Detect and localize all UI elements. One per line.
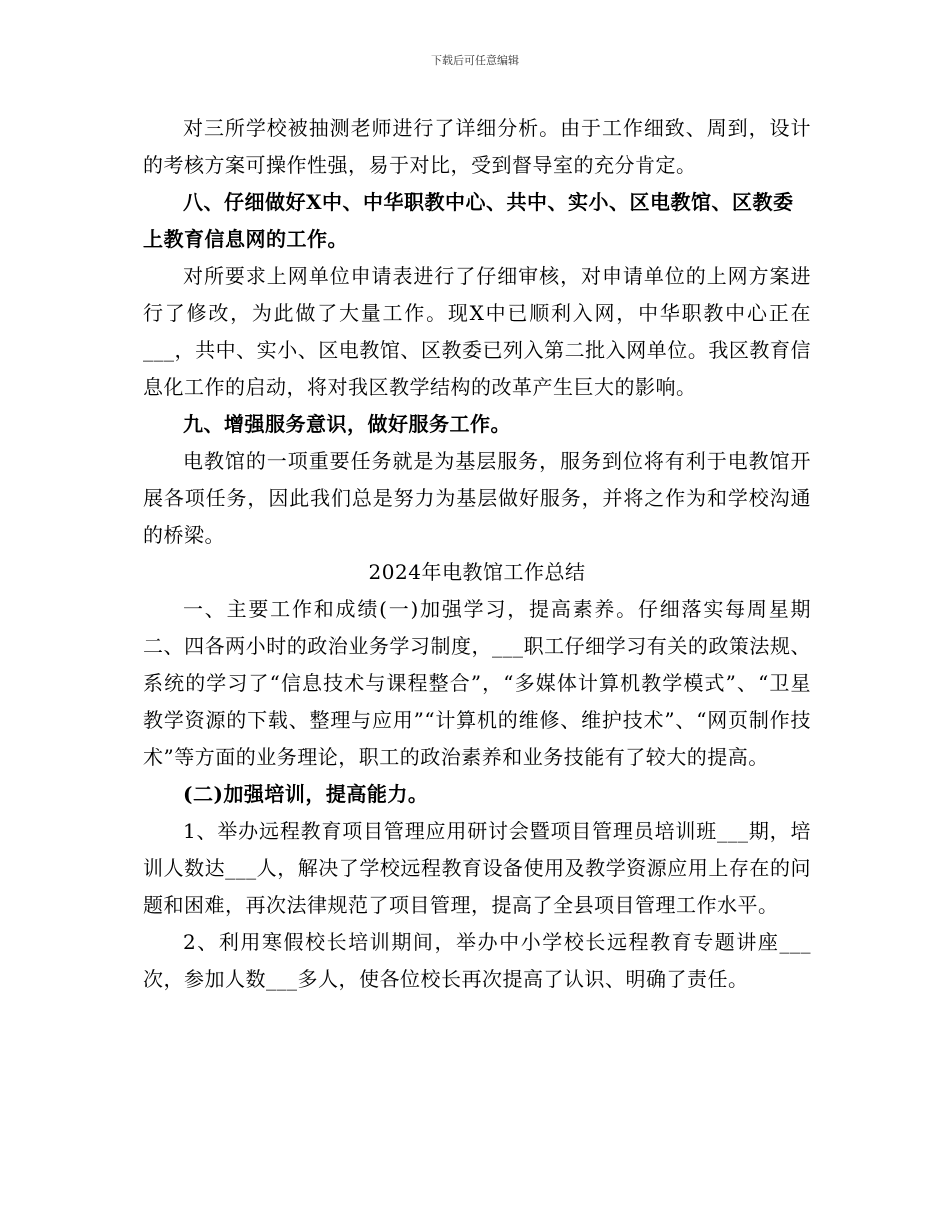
document-body bbox=[143, 110, 811, 998]
document-title-2024: 2024年电教馆工作总结 bbox=[368, 560, 586, 584]
para-analysis-continued: 对三所学校被抽测老师进行了详细分析。由于工作细致、周到，设计的考核方案可操作性强，易于对比，受到督导室的充分肯定。 bbox=[143, 116, 811, 177]
heading-section-8: 八、仔细做好X中、中华职教中心、共中、实小、区电教馆、区教委上教育信息网的工作。 bbox=[143, 190, 794, 251]
para-training-1: 1、举办远程教育项目管理应用研讨会暨项目管理员培训班___期，培训人数达___人，解决了学校远程教育设备使用及教学资源应用上存在的问题和困难，再次法律规范了项目管理，提高了全县项目管理工作水平。 bbox=[143, 819, 811, 917]
para-training-2: 2、利用寒假校长培训期间，举办中小学校长远程教育专题讲座___次，参加人数___多人，使各位校长再次提高了认识、明确了责任。 bbox=[143, 930, 811, 991]
heading-training: (二)加强培训，提高能力。 bbox=[183, 782, 429, 806]
para-network-work: 对所要求上网单位申请表进行了仔细审核，对申请单位的上网方案进行了修改，为此做了大量工作。现X中已顺利入网，中华职教中心正在___，共中、实小、区电教馆、区教委已列入第二批入网单位。我区教育信息化工作的启动，将对我区教学结构的改革产生巨大的影响。 bbox=[143, 264, 811, 399]
para-main-work: 一、主要工作和成绩(一)加强学习，提高素养。仔细落实每周星期二、四各两小时的政治业务学习制度，___职工仔细学习有关的政策法规、系统的学习了“信息技术与课程整合”，“多媒体计算机教学模式”、“卫星教学资源的下载、整理与应用”“计算机的维修、维护技术”、“网页制作技术”等方面的业务理论，职工的政治素养和业务技能有了较大的提高。 bbox=[143, 597, 811, 769]
heading-section-9: 九、增强服务意识，做好服务工作。 bbox=[183, 412, 511, 436]
para-service: 电教馆的一项重要任务就是为基层服务，服务到位将有利于电教馆开展各项任务，因此我们总是努力为基层做好服务，并将之作为和学校沟通的桥梁。 bbox=[143, 449, 811, 547]
page-header: 下载后可任意编辑 bbox=[431, 54, 519, 67]
